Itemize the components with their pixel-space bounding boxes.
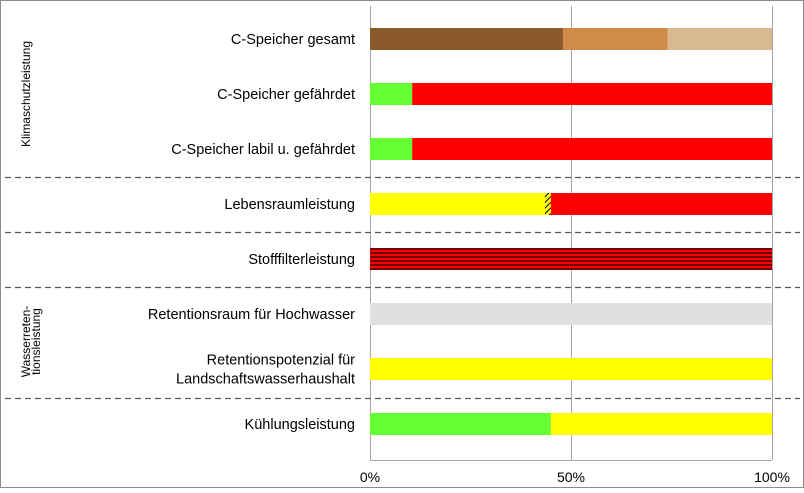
category-label: Stofffilterleistung xyxy=(248,252,355,268)
bar-segment xyxy=(370,303,772,325)
bar-segment xyxy=(370,83,412,105)
group-label: tionsleistung xyxy=(29,308,43,375)
category-label: Retentionsraum für Hochwasser xyxy=(147,307,355,323)
category-label: Landschaftswasserhaushalt xyxy=(176,371,355,388)
category-label: C-Speicher labil u. gefährdet xyxy=(171,142,355,158)
bar-segment xyxy=(370,138,412,160)
category-label: Retentionspotenzial für xyxy=(206,352,355,369)
bar-segment xyxy=(551,193,772,215)
bar-segment xyxy=(370,248,772,270)
x-tick-label: 0% xyxy=(359,469,381,485)
group-label: Wasserreten- xyxy=(19,305,33,378)
category-label: C-Speicher gesamt xyxy=(230,32,355,48)
bar-segment xyxy=(412,138,772,160)
category-label: Lebensraumleistung xyxy=(224,197,355,213)
category-label: C-Speicher gefährdet xyxy=(217,87,355,103)
x-tick-label: 50% xyxy=(556,469,586,485)
bar-segment xyxy=(551,413,772,435)
category-label: Kühlungsleistung xyxy=(244,417,355,433)
bar-segment xyxy=(667,28,772,50)
bar-segment xyxy=(370,358,772,380)
x-tick-label: 100% xyxy=(754,469,790,485)
bar-segment xyxy=(545,193,551,215)
bar-segment xyxy=(370,413,551,435)
bar-segment xyxy=(563,28,668,50)
group-label: Klimaschutzleistung xyxy=(19,40,33,148)
bar-segment xyxy=(370,28,563,50)
bar-segment xyxy=(412,83,772,105)
bar-segment xyxy=(370,193,545,215)
